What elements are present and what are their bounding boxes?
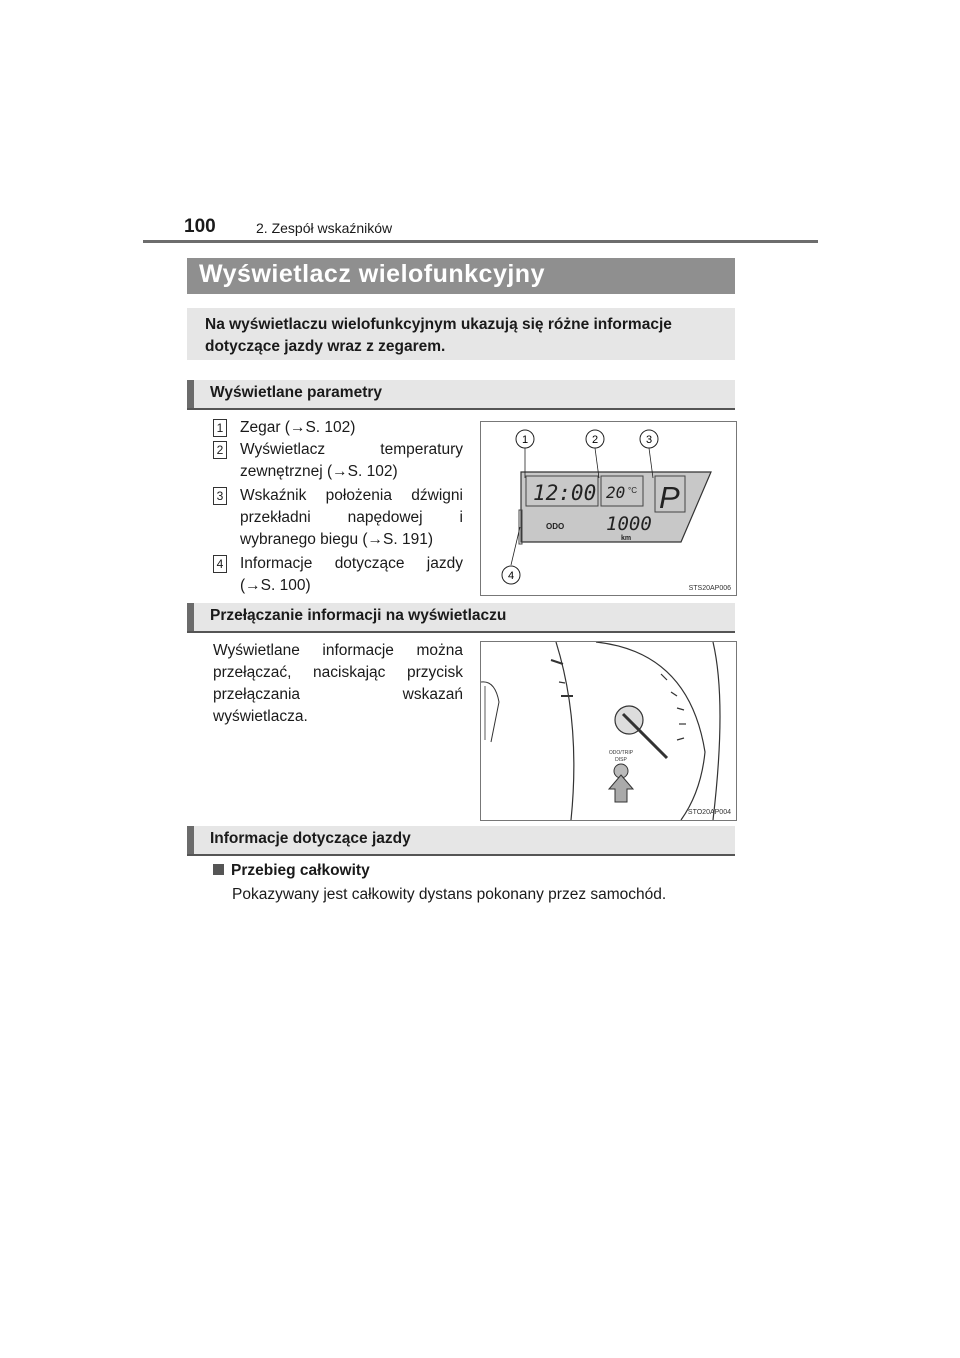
gear-indicator: P <box>659 480 680 515</box>
item-number: 1 <box>213 419 227 437</box>
list-item <box>213 553 463 597</box>
page-number: 100 <box>184 216 216 237</box>
tick-mark <box>677 708 684 710</box>
tick-mark <box>671 692 677 696</box>
item-text: Wskaźnik położenia dźwigni przekładni napędowej i wybranego biegu (→S. 191) <box>240 487 463 548</box>
button-label: DISP <box>615 757 627 763</box>
section-heading-text: Przełączanie informacji na wyświetlaczu <box>210 607 507 624</box>
callout-label: 2 <box>591 434 599 446</box>
item-number: 2 <box>213 441 227 459</box>
section-heading-text: Informacje dotyczące jazdy <box>210 830 411 847</box>
chapter-label: 2. Zespół wskaźników <box>256 220 393 236</box>
clock-readout: 12:00 <box>533 481 597 505</box>
list-item <box>213 439 463 483</box>
item-text: Wyświetlacz temperatury zewnętrznej (→S. 102) <box>240 441 463 480</box>
figure-code: STS20AP006 <box>688 585 731 592</box>
subheading-odometer: Przebieg całkowity <box>231 862 370 879</box>
cluster-figure <box>480 641 737 821</box>
gauge-bezel <box>556 642 574 820</box>
odometer-description: Pokazywany jest całkowity dystans pokonany przez samochód. <box>232 886 667 903</box>
callout-label: 3 <box>645 434 653 446</box>
tick-mark <box>677 738 684 740</box>
callout-label: 1 <box>521 434 529 446</box>
callout-line <box>511 527 520 565</box>
temperature-readout: 20 <box>606 483 626 502</box>
switching-paragraph: Wyświetlane informacje można przełączać, naciskając przycisk przełączania wskazań wyświetlacza. <box>213 642 463 725</box>
list-item <box>213 485 463 551</box>
callout-label: 4 <box>507 570 515 582</box>
item-text: Zegar (→S. 102) <box>240 419 356 436</box>
temperature-unit: °C <box>628 486 637 495</box>
figure-code: STO20AP004 <box>687 809 731 816</box>
section-heading-displayed-params <box>187 380 735 410</box>
display-illustration <box>481 422 736 595</box>
cluster-illustration <box>481 642 736 820</box>
item-number: 4 <box>213 555 227 573</box>
arrow-up-icon <box>609 775 633 802</box>
odometer-unit: km <box>621 535 632 542</box>
tick-mark <box>661 674 667 680</box>
odo-label: ODO <box>546 522 565 531</box>
subheading-row <box>213 862 370 880</box>
item-text: Informacje dotyczące jazdy (→S. 100) <box>240 555 463 594</box>
intro-text: Na wyświetlaczu wielofunkcyjnym ukazują się różne informacje dotyczące jazdy wraz z zegarem. <box>205 316 672 355</box>
section-heading-text: Wyświetlane parametry <box>210 384 383 401</box>
tick-mark <box>559 682 565 683</box>
button-label: ODO/TRIP <box>608 750 634 756</box>
section-heading-driving-info <box>187 826 735 856</box>
odometer-readout: 1000 <box>606 513 652 535</box>
item-number: 3 <box>213 487 227 505</box>
section-heading-switching <box>187 603 735 633</box>
gauge-bezel <box>596 642 705 820</box>
header-rule <box>143 240 818 243</box>
list-item <box>213 417 463 439</box>
gauge-bezel <box>713 642 720 820</box>
page-title: Wyświetlacz wielofunkcyjny <box>199 260 545 288</box>
left-gauge-edge <box>481 682 499 742</box>
square-bullet-icon <box>213 864 224 875</box>
display-figure <box>480 421 737 596</box>
